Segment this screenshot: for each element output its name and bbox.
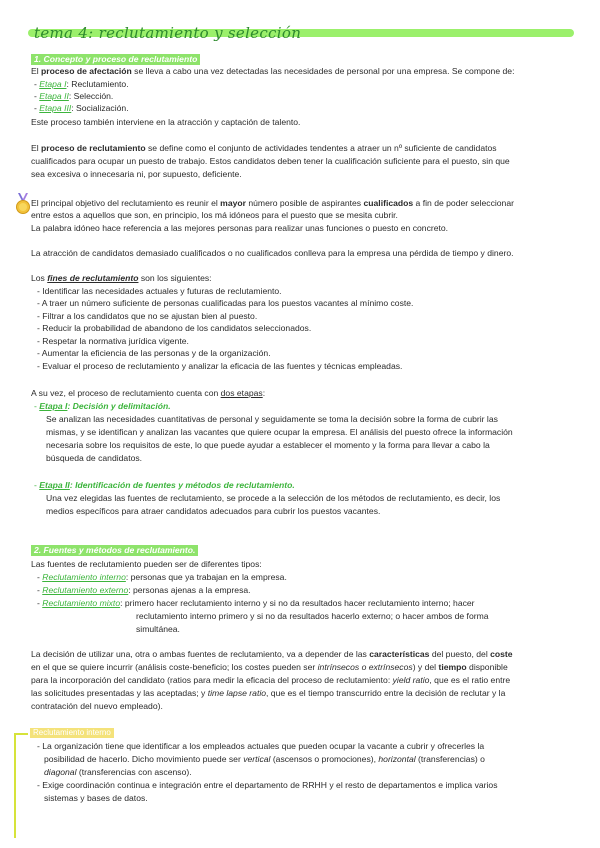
paragraph: búsqueda de candidatos. [46, 453, 143, 463]
list-item: - Etapa III: Socialización. [34, 103, 129, 113]
paragraph: Una vez elegidas las fuentes de reclutamiento, se procede a la selección de los métodos de reclutamiento, es decir, los [46, 493, 501, 503]
paragraph: La atracción de candidatos demasiado cualificados o no cualificados conlleva para la empresa una pérdida de tiempo y dinero. [31, 248, 514, 258]
paragraph: Los fines de reclutamiento son los siguientes: [31, 273, 212, 283]
paragraph: reclutamiento interno primero y si no da resultados hacerlo externo; o hacer ambos de forma [136, 611, 489, 621]
paragraph: El proceso de reclutamiento se define como el conjunto de actividades tendentes a atraer un nº suficiente de candidatos [31, 143, 497, 153]
margin-bracket [14, 733, 28, 735]
list-item: - A traer un número suficiente de personas cualificadas para los puestos vacantes al mínimo coste. [37, 298, 414, 308]
paragraph: simultánea. [136, 624, 180, 634]
medal-icon [15, 193, 31, 219]
list-item: - Exige coordinación continua e integración entre el departamento de RRHH y el resto de departamentos e implica varios [37, 780, 498, 790]
paragraph: las solicitudes presentadas y las aceptadas; y time lapse ratio, que es el tiempo transcurrido entre la decisión de reclutar y la [31, 688, 506, 698]
list-item: - Reclutamiento interno: personas que ya trabajan en la empresa. [37, 572, 287, 582]
subsection-tag: Reclutamiento interno [30, 728, 114, 738]
list-item: - La organización tiene que identificar a los empleados actuales que pueden ocupar la vacante a cubrir y ofrecerles la [37, 741, 485, 751]
list-item: - Identificar las necesidades actuales y futuras de reclutamiento. [37, 286, 282, 296]
list-item: - Filtrar a los candidatos que no se ajustan bien al puesto. [37, 311, 258, 321]
section-2-heading: 2. Fuentes y métodos de reclutamiento. [31, 545, 198, 557]
list-item: - Etapa I: Reclutamiento. [34, 79, 129, 89]
paragraph: para la incorporación del candidato (ratios para medir la eficacia del proceso de reclutamiento: yield ratio, que es el ratio entre [31, 675, 511, 685]
list-item: - Respetar la normativa jurídica vigente. [37, 336, 189, 346]
paragraph: Se analizan las necesidades cuantitativas de personal y seguidamente se toma la decisión sobre la forma de cubrir las [46, 414, 498, 424]
paragraph: El principal objetivo del reclutamiento es reunir el mayor número posible de aspirantes cualificados a fin de poder seleccionar [31, 198, 514, 208]
paragraph: posibilidad de hacerlo. Dicho movimiento puede ser vertical (ascensos o promociones), horizontal (transferencias) o [44, 754, 485, 764]
paragraph: sea excesiva o innecesaria ni, por supuesto, deficiente. [31, 169, 242, 179]
margin-bracket [14, 733, 16, 838]
paragraph: medios específicos para atraer candidatos adecuados para cubrir los puestos vacantes. [46, 506, 381, 516]
paragraph: entre estos a aquellos que son, en principio, los má idóneos para el puesto que se mesita cubrir. [31, 210, 398, 220]
paragraph: cualificados para ocupar un puesto de trabajo. Estos candidatos deben tener la cualificación suficiente para el puesto, sin que [31, 156, 510, 166]
subheading: - Etapa II: Identificación de fuentes y métodos de reclutamiento. [34, 480, 295, 490]
paragraph: contratación del nuevo empleado). [31, 701, 163, 711]
list-item: - Reclutamiento externo: personas ajenas a la empresa. [37, 585, 251, 595]
paragraph: diagonal (transferencias con ascenso). [44, 767, 192, 777]
paragraph: La decisión de utilizar una, otra o ambas fuentes de reclutamiento, va a depender de las características del puesto, del coste [31, 649, 513, 659]
paragraph: Este proceso también interviene en la atracción y captación de talento. [31, 117, 301, 127]
paragraph: necesaria sobre los requisitos de este, lo que puede ayudar a establecer el momento y la forma para llevar a cabo la [46, 440, 490, 450]
paragraph: en el que se quiere incurrir (análisis coste-beneficio; los costes pueden ser intrínsecos o extrínsecos) y del tiempo disponible [31, 662, 508, 672]
paragraph: A su vez, el proceso de reclutamiento cuenta con dos etapas: [31, 388, 266, 398]
subheading: - Etapa I: Decisión y delimitación. [34, 401, 171, 411]
section-1-heading: 1. Concepto y proceso de reclutamiento [31, 54, 200, 66]
paragraph: mismas, y se identifican y analizan las vacantes que quiere ocupar la empresa. El análisis del puesto ofrece la información [46, 427, 513, 437]
intro-line: El proceso de afectación se lleva a cabo una vez detectadas las necesidades de personal por una empresa. Se compone de: [31, 66, 515, 76]
paragraph: sistemas y bases de datos. [44, 793, 148, 803]
list-item: - Reducir la probabilidad de abandono de los candidatos seleccionados. [37, 323, 312, 333]
list-item: - Reclutamiento mixto: primero hacer reclutamiento interno y si no da resultados hacer reclutamiento interno; hacer [37, 598, 475, 608]
list-item: - Aumentar la eficiencia de las personas y de la organización. [37, 348, 271, 358]
paragraph: Las fuentes de reclutamiento pueden ser de diferentes tipos: [31, 559, 262, 569]
list-item: - Evaluar el proceso de reclutamiento y analizar la eficacia de las fuentes y técnicas empleadas. [37, 361, 403, 371]
page-title: tema 4: reclutamiento y selección [34, 24, 302, 42]
paragraph: La palabra idóneo hace referencia a las mejores personas para realizar unas funciones o puesto en concreto. [31, 223, 449, 233]
list-item: - Etapa II: Selección. [34, 91, 114, 101]
